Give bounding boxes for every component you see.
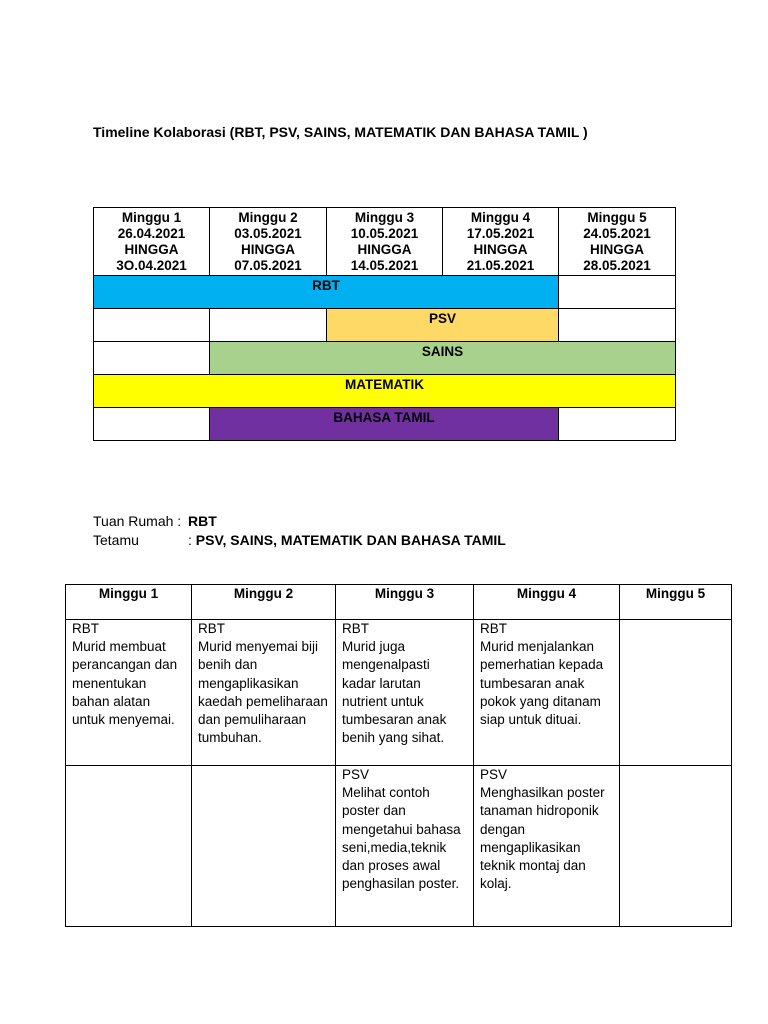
activity-cell	[192, 766, 336, 927]
activity-cell	[474, 766, 620, 927]
activity-text: Murid juga mengenalpasti kadar larutan nutrient untuk tumbesaran anak benih yang sihat.	[342, 639, 447, 746]
activity-header: Minggu 1	[66, 585, 192, 620]
week-end: 07.05.2021	[234, 257, 302, 273]
timeline-row-matematik	[94, 375, 676, 408]
week-sep: HINGGA	[473, 241, 528, 257]
timeline-bar-psv: PSV	[327, 309, 559, 342]
activity-subject: RBT	[198, 621, 225, 636]
timeline-week-header	[210, 208, 327, 276]
activity-cell	[192, 620, 336, 766]
timeline-empty-cell	[559, 309, 676, 342]
week-sep: HINGGA	[357, 241, 412, 257]
activity-cell	[336, 766, 474, 927]
timeline-empty-cell	[559, 276, 676, 309]
activity-subject: PSV	[480, 767, 508, 782]
week-name: Minggu 4	[470, 209, 531, 225]
activity-cell	[66, 766, 192, 927]
week-sep: HINGGA	[241, 241, 295, 257]
activity-subject: RBT	[480, 621, 507, 636]
activity-subject: RBT	[342, 621, 369, 636]
activity-subject: PSV	[342, 767, 370, 782]
timeline-row-rbt	[94, 276, 676, 309]
activity-subject: RBT	[72, 621, 99, 636]
activity-header: Minggu 3	[336, 585, 474, 620]
activity-cell	[474, 620, 620, 766]
host-value: RBT	[188, 513, 217, 529]
timeline-week-header	[94, 208, 210, 276]
week-sep: HINGGA	[590, 241, 644, 257]
guest-line	[93, 531, 506, 550]
activity-text: Menghasilkan poster tanaman hidroponik dengan mengaplikasikan teknik montaj dan kolaj.	[480, 785, 605, 892]
guest-value: PSV, SAINS, MATEMATIK DAN BAHASA TAMIL	[195, 532, 506, 548]
activity-table	[65, 584, 732, 927]
week-end: 14.05.2021	[350, 257, 419, 273]
guest-separator: :	[188, 532, 192, 548]
timeline-table	[93, 207, 676, 441]
activity-header: Minggu 2	[192, 585, 336, 620]
host-line	[93, 512, 506, 531]
week-end: 3O.04.2021	[116, 257, 187, 273]
week-start: 10.05.2021	[350, 225, 419, 241]
activity-header: Minggu 4	[474, 585, 620, 620]
timeline-bar-sains: SAINS	[210, 342, 676, 375]
week-start: 26.04.2021	[117, 225, 186, 241]
timeline-row-bahasa-tamil	[94, 408, 676, 441]
week-name: Minggu 3	[354, 209, 415, 225]
week-name: Minggu 5	[587, 209, 647, 225]
activity-cell	[620, 766, 732, 927]
activity-text: Murid menyemai biji benih dan mengaplikasikan kaedah pemeliharaan dan pemuliharaan tumbuhan.	[198, 639, 328, 746]
activity-cell	[66, 620, 192, 766]
activity-cell	[336, 620, 474, 766]
activity-text: Melihat contoh poster dan mengetahui bahasa seni,media,teknik dan proses awal penghasilan poster.	[342, 785, 461, 892]
week-start: 24.05.2021	[583, 225, 651, 241]
timeline-empty-cell	[210, 309, 327, 342]
host-guest-block	[93, 512, 506, 550]
activity-cell	[620, 620, 732, 766]
activity-row-rbt	[66, 620, 732, 766]
timeline-week-header	[443, 208, 559, 276]
timeline-header-row	[94, 208, 676, 276]
timeline-bar-matematik: MATEMATIK	[94, 375, 676, 408]
activity-header-row	[66, 585, 732, 620]
week-start: 17.05.2021	[466, 225, 535, 241]
activity-header: Minggu 5	[620, 585, 732, 620]
activity-text: Murid membuat perancangan dan menentukan bahan alatan untuk menyemai.	[72, 639, 178, 728]
timeline-empty-cell	[94, 309, 210, 342]
week-end: 21.05.2021	[466, 257, 535, 273]
week-sep: HINGGA	[124, 241, 179, 257]
timeline-empty-cell	[94, 408, 210, 441]
timeline-week-header	[327, 208, 443, 276]
document-title: Timeline Kolaborasi (RBT, PSV, SAINS, MATEMATIK DAN BAHASA TAMIL )	[93, 124, 588, 140]
activity-row-psv	[66, 766, 732, 927]
timeline-empty-cell	[559, 408, 676, 441]
week-end: 28.05.2021	[583, 257, 651, 273]
guest-label: Tetamu	[93, 532, 139, 548]
timeline-empty-cell	[94, 342, 210, 375]
timeline-bar-rbt: RBT	[94, 276, 559, 309]
week-name: Minggu 2	[238, 209, 298, 225]
week-name: Minggu 1	[121, 209, 182, 225]
host-label: Tuan Rumah :	[93, 513, 182, 529]
timeline-bar-bahasa-tamil: BAHASA TAMIL	[210, 408, 559, 441]
timeline-week-header	[559, 208, 676, 276]
week-start: 03.05.2021	[234, 225, 302, 241]
activity-text: Murid menjalankan pemerhatian kepada tumbesaran anak pokok yang ditanam siap untuk dituai.	[480, 639, 604, 728]
timeline-row-sains	[94, 342, 676, 375]
timeline-row-psv	[94, 309, 676, 342]
